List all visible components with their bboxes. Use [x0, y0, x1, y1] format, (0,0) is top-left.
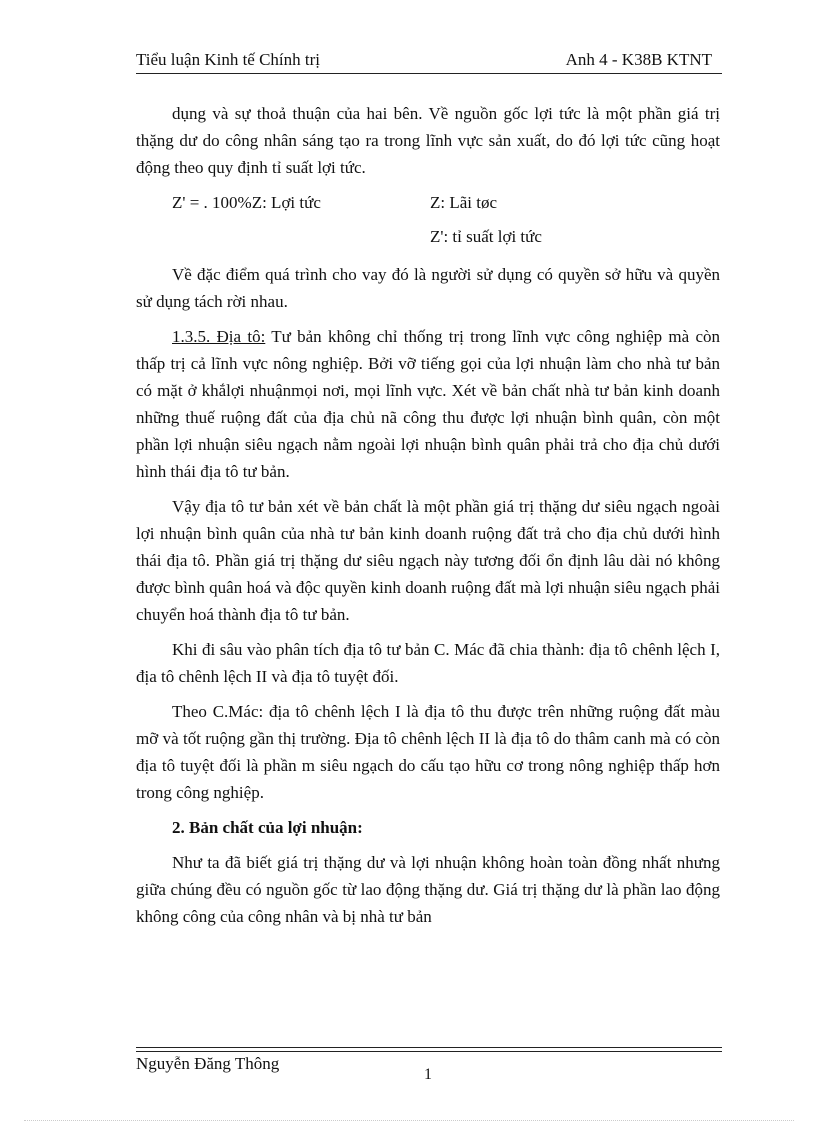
formula-block	[136, 189, 720, 257]
paragraph-5: Khi đi sâu vào phân tích địa tô tư bản C. Mác đã chia thành: địa tô chênh lệch I, địa tô chênh lệch II và địa tô tuyệt đối.	[136, 640, 720, 686]
paragraph-3-text: Tư bản không chỉ thống trị trong lĩnh vực công nghiệp mà còn thấp trị cả lĩnh vực nông nghiệp. Bởi vỡ tiếng gọi của lợi nhuận làm cho nhà tư bản có mặt ở khắlợi nhuậnmọi nơi, mọi lĩnh vực. Xét về bản chất nhà tư bản kinh doanh những thuế ruộng đất của địa chủ nã công thu được lợi nhuận bình quân, còn một phần lợi nhuận siêu ngạch nằm ngoài lợi nhuận bình quân phải trả cho địa chủ dưới hình thái địa tô tư bản.	[136, 327, 720, 481]
paragraph-1: dụng và sự thoả thuận của hai bên. Về nguồn gốc lợi tức là một phần giá trị thặng dư do công nhân sáng tạo ra trong lĩnh vực sản xuất, do đó lợi tức cũng hoạt động theo quy định tỉ suất lợi tức.	[136, 104, 720, 177]
header-class: Anh 4 - K38B KTNT	[565, 50, 712, 69]
formula-right-1: Z: Lãi tøc	[430, 193, 498, 212]
page-header	[136, 48, 720, 70]
footer-rule-bottom	[136, 1051, 722, 1052]
formula-right-2: Z': tỉ suất lợi tức	[430, 227, 542, 246]
paragraph-2: Về đặc điểm quá trình cho vay đó là người sử dụng có quyền sở hữu và quyền sử dụng tách rời nhau.	[136, 265, 720, 311]
footer-author: Nguyễn Đăng Thông	[136, 1054, 280, 1073]
paragraph-6: Theo C.Mác: địa tô chênh lệch I là địa tô thu được trên những ruộng đất màu mỡ và tốt ruộng gần thị trường. Địa tô chênh lệch II là địa tô do thâm canh mà có còn địa tô tuyệt đối là phần m siêu ngạch do cấu tạo hữu cơ trong nông nghiệp thấp hơn trong công nghiệp.	[136, 702, 720, 802]
paragraph-4: Vậy địa tô tư bản xét về bản chất là một phần giá trị thặng dư siêu ngạch ngoài lợi nhuận bình quân của nhà tư bản kinh doanh ruộng đất trả cho địa chủ dưới hình thái địa tô. Phần giá trị thặng dư siêu ngạch này tương đối ổn định lâu dài nó không được bình quân hoá và độc quyền kinh doanh ruộng đất mà lợi nhuận siêu ngạch phải chuyển hoá thành địa tô tư bản.	[136, 497, 720, 624]
header-title: Tiểu luận Kinh tế Chính trị	[136, 50, 321, 69]
footer-rule-top	[136, 1047, 722, 1048]
page-number: 1	[424, 1066, 432, 1083]
paragraph-7: Như ta đã biết giá trị thặng dư và lợi nhuận không hoàn toàn đồng nhất nhưng giữa chúng đều có nguồn gốc từ lao động thặng dư. Giá trị thặng dư là phần lao động không công của công nhân và bị nhà tư bản	[136, 853, 720, 926]
page-edge	[24, 1120, 794, 1121]
section-heading: 2. Bản chất của lợi nhuận:	[172, 818, 363, 837]
section-label: 1.3.5. Địa tô:	[172, 327, 266, 346]
paragraph-3	[136, 323, 720, 485]
header-rule	[136, 73, 722, 74]
document-body	[136, 100, 720, 938]
formula-left: Z' = . 100%Z: Lợi tức	[172, 193, 321, 212]
